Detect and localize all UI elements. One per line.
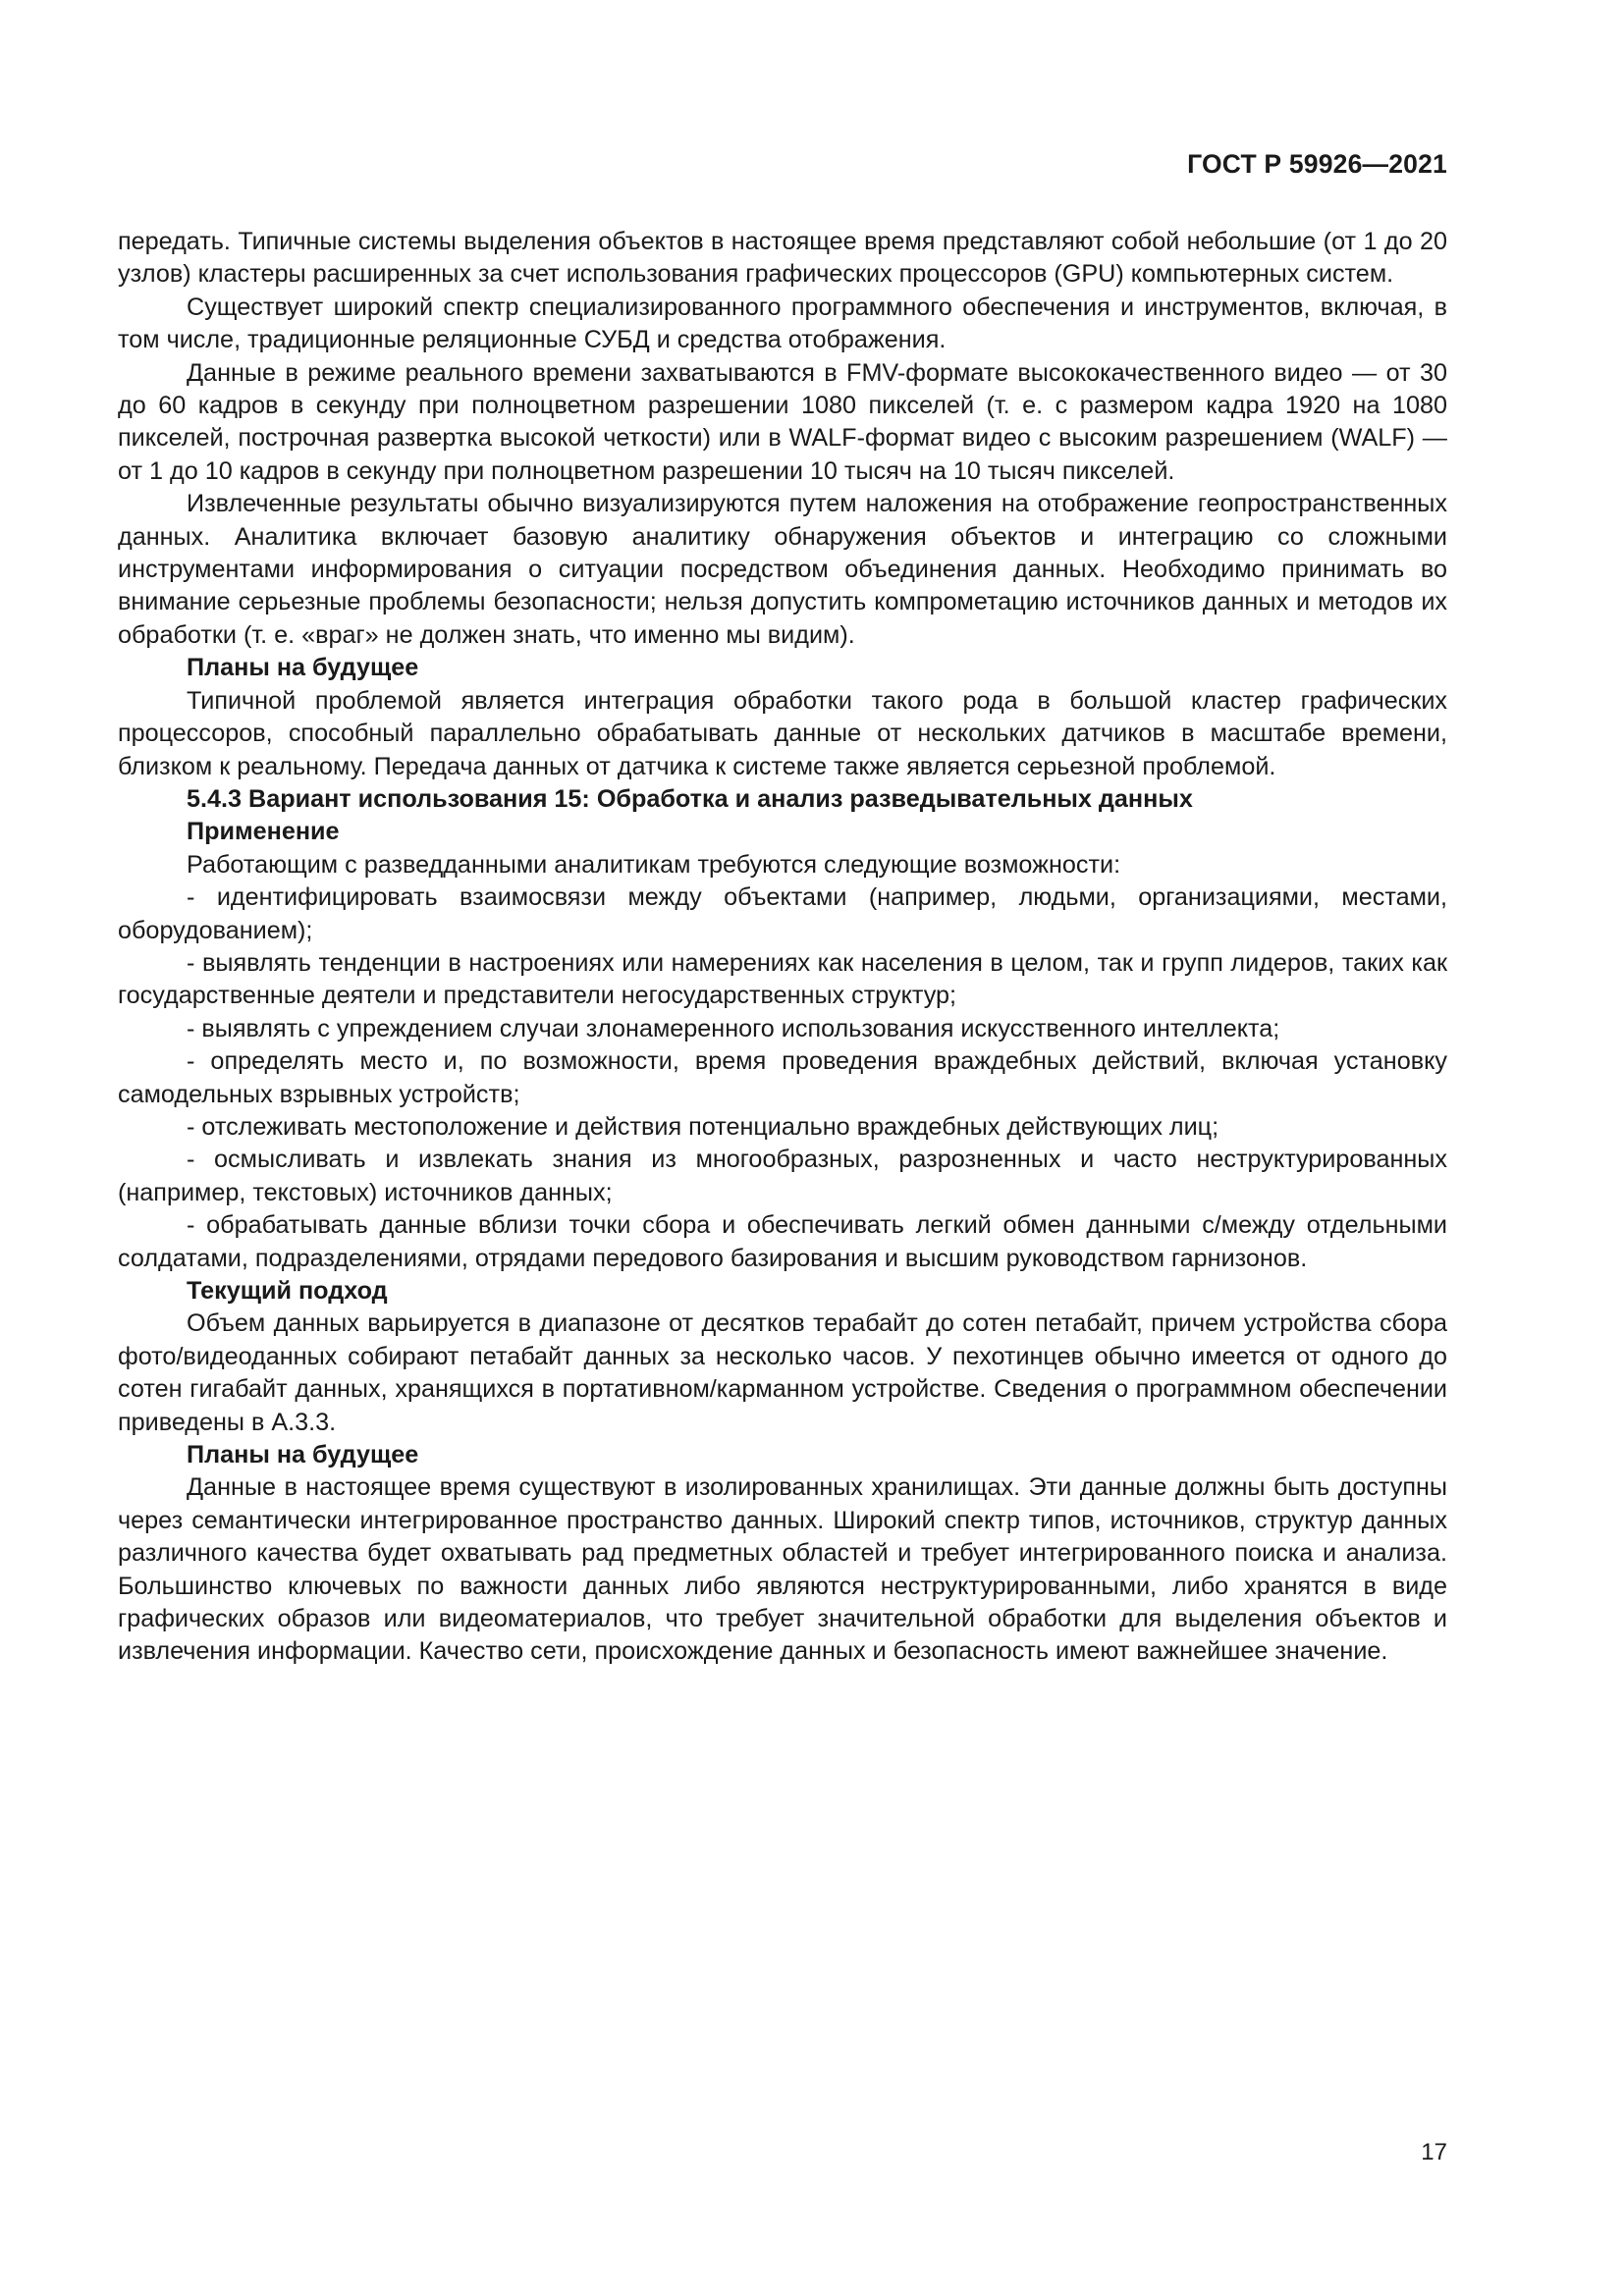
list-item: - определять место и, по возможности, время проведения враждебных действий, включая установку самодельных взрывных устройств;: [118, 1047, 1447, 1108]
paragraph-realtime-data: Данные в режиме реального времени захватываются в FMV-формате высококачественного видео — от 30 до 60 кадров в секунду при полноцветном разрешении 1080 пикселей (т. е. с размером кадра 1920 на 1080 пикселей, построчная развертка высокой четкости) или в WALF-формат видео с высоким разрешением (WALF) — от 1 до 10 кадров в секунду при полноцветном разрешении 10 тысяч на 10 тысяч пикселей.: [118, 358, 1447, 485]
heading-future-plans: Планы на будущее: [187, 654, 419, 682]
paragraph-future-plans-2: Данные в настоящее время существуют в изолированных хранилищах. Эти данные должны быть доступны через семантически интегрированное пространство данных. Широкий спектр типов, источников, структур данных различного качества будет охватывать рад предметных областей и требует интегрированного поиска и анализа. Большинство ключевых по важности данных либо являются неструктурированными, либо хранятся в виде графических образов или видеоматериалов, что требует значительной обработки для выделения объектов и извлечения информации. Качество сети, происхождение данных и безопасность имеют важнейшее значение.: [118, 1473, 1447, 1666]
paragraph-future-plans: Типичной проблемой является интеграция обработки такого рода в большой кластер графических процессоров, способный параллельно обрабатывать данные от нескольких датчиков в масштабе времени, близком к реальному. Передача данных от датчика к системе также является серьезной проблемой.: [118, 686, 1447, 780]
paragraph-continuation: передать. Типичные системы выделения объектов в настоящее время представляют собой небольшие (от 1 до 20 узлов) кластеры расширенных за счет использования графических процессоров (GPU) компьютерных систем.: [118, 228, 1447, 289]
document-standard-header: ГОСТ Р 59926—2021: [1187, 149, 1447, 179]
list-item: - обрабатывать данные вблизи точки сбора и обеспечивать легкий обмен данными с/между отдельными солдатами, подразделениями, отрядами передового базирования и высшим руководством гарнизонов.: [118, 1211, 1447, 1272]
list-item: - идентифицировать взаимосвязи между объектами (например, людьми, организациями, местами, оборудованием);: [118, 883, 1447, 944]
heading-application: Применение: [187, 818, 340, 846]
heading-future-plans-2: Планы на будущее: [187, 1441, 419, 1469]
page-number: 17: [1421, 2139, 1447, 2165]
paragraph-software: Существует широкий спектр специализированного программного обеспечения и инструментов, включая, в том числе, традиционные реляционные СУБД и средства отображения.: [118, 293, 1447, 354]
page-body: [118, 226, 1447, 1669]
heading-current-approach: Текущий подход: [187, 1277, 388, 1305]
list-item: - выявлять с упреждением случаи злонамеренного использования искусственного интеллекта;: [187, 1014, 1280, 1042]
paragraph-analyst-needs: Работающим с разведданными аналитикам требуются следующие возможности:: [187, 850, 1121, 879]
paragraph-results: Извлеченные результаты обычно визуализируются путем наложения на отображение геопространственных данных. Аналитика включает базовую аналитику обнаружения объектов и интеграцию со сложными инструментами информирования о ситуации посредством объединения данных. Необходимо принимать во внимание серьезные проблемы безопасности; нельзя допустить компрометацию источников данных и методов их обработки (т. е. «враг» не должен знать, что именно мы видим).: [118, 490, 1447, 649]
list-item: - отслеживать местоположение и действия потенциально враждебных действующих лиц;: [187, 1112, 1219, 1141]
paragraph-current-approach: Объем данных варьируется в диапазоне от десятков терабайт до сотен петабайт, причем устройства сбора фото/видеоданных собирают петабайт данных за несколько часов. У пехотинцев обычно имеется от одного до сотен гигабайт данных, хранящихся в портативном/карманном устройстве. Сведения о программном обеспечении приведены в А.3.3.: [118, 1309, 1447, 1436]
section-heading: 5.4.3 Вариант использования 15: Обработка и анализ разведывательных данных: [187, 784, 1193, 813]
list-item: - выявлять тенденции в настроениях или намерениях как населения в целом, так и групп лидеров, таких как государственные деятели и представители негосударственных структур;: [118, 948, 1447, 1010]
list-item: - осмысливать и извлекать знания из многообразных, разрозненных и часто неструктурированных (например, текстовых) источников данных;: [118, 1146, 1447, 1206]
